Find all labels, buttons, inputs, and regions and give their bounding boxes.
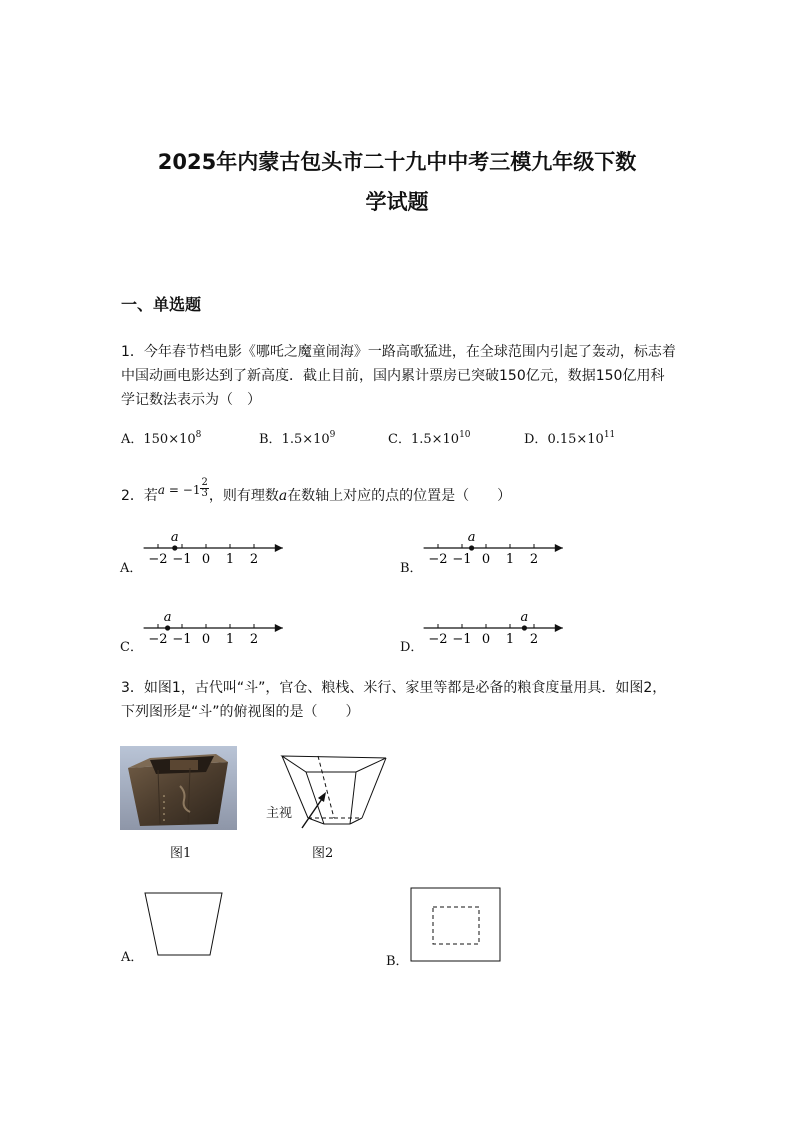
tick-label: −2 [428,632,448,647]
tick-label: 0 [481,632,491,647]
tick-label: −1 [452,632,472,647]
option-letter: D． [400,640,424,655]
option-mantissa: 1.5×10 [410,432,460,447]
number-line [144,530,314,570]
title-line-1: 2025年内蒙古包头市二十九中中考三模九年级下数 [157,150,637,174]
option-mantissa: 150×10 [143,432,196,447]
q3-option-b-letter[interactable]: B． [386,954,409,969]
tick-label: 2 [529,632,539,647]
option-mantissa: 1.5×10 [281,432,330,447]
tick-label: 0 [481,552,491,567]
tick-label: 2 [249,552,259,567]
q2-option-b[interactable] [400,530,580,580]
tick-label: 2 [529,552,539,567]
q2-variable-2: a [278,488,288,504]
page-title [100,142,694,222]
number-line [424,610,594,650]
q1-option-d[interactable] [524,428,615,447]
front-view-label: 主视 [266,806,293,821]
tick-label: −1 [452,552,472,567]
option-letter: A． [121,432,144,447]
point-label: a [467,530,476,545]
tick-label: 1 [505,552,515,567]
section-heading: 一、单选题 [121,295,202,314]
point-marker [172,545,177,550]
tick-label: −1 [172,632,192,647]
point-label: a [170,530,179,545]
q2-middle: ，则有理数 [208,488,279,504]
arrow-icon [555,544,563,552]
figure-1-photo [120,746,237,830]
question-3-text: 3．如图1，古代叫“斗”，官仓、粮栈、米行、家里等都是必备的粮食度量用具．如图2，下列图形是“斗”的俯视图的是（ ） [121,680,667,720]
q2-variable: a [157,483,166,497]
q2-suffix: 在数轴上对应的点的位置是（ ） [287,488,512,504]
question-1-text: 1．今年春节档电影《哪吒之魔童闹海》一路高歌猛进，在全球范围内引起了轰动，标志着中国动画电影达到了新高度．截止目前，国内累计票房已突破150亿元，数据150亿用科学记数法表示为（ ） [121,344,676,408]
number-line [424,530,594,570]
tick-label: 1 [505,632,515,647]
q1-option-a[interactable] [121,428,201,447]
arrow-icon [275,624,283,632]
option-letter: D． [524,432,548,447]
tick-label: 0 [201,552,211,567]
point-marker [469,545,474,550]
arrow-icon [555,624,563,632]
arrow-icon [275,544,283,552]
point-marker [165,625,170,630]
option-letter: B． [259,432,282,447]
point-marker [522,625,527,630]
tick-label: 1 [225,632,235,647]
tick-label: −2 [428,552,448,567]
tick-label: 2 [249,632,259,647]
tick-label: 0 [201,632,211,647]
option-exponent: 9 [329,430,336,440]
q2-option-a[interactable] [120,530,300,580]
option-mantissa: 0.15×10 [547,432,604,447]
tick-label: −2 [148,552,168,567]
point-label: a [163,610,172,625]
tick-label: 1 [225,552,235,567]
figure-1-caption: 图1 [170,846,192,861]
option-exponent: 8 [195,430,202,440]
fraction-numerator: 2 [201,477,208,488]
q1-option-b[interactable] [259,428,335,447]
point-label: a [520,610,529,625]
q2-option-c[interactable] [120,610,300,660]
question-2-text [121,478,677,508]
number-line [144,610,314,650]
option-exponent: 11 [603,430,616,440]
q2-prefix: 2．若 [121,488,158,504]
q2-equation: = −1 [165,483,201,497]
figure-2-caption: 图2 [312,846,334,861]
option-letter: C． [120,640,143,655]
q3-option-a-figure[interactable] [144,891,224,957]
tick-label: −2 [148,632,168,647]
option-exponent: 10 [459,430,471,440]
title-line-2: 学试题 [365,190,429,214]
q1-option-c[interactable] [388,428,471,447]
option-letter: A． [120,561,143,576]
q3-option-b-figure[interactable] [410,887,502,963]
q2-fraction [200,478,208,499]
option-letter: C． [388,432,411,447]
option-letter: B． [400,561,423,576]
q2-option-d[interactable] [400,610,580,660]
tick-label: −1 [172,552,192,567]
fraction-denominator: 3 [201,488,208,499]
q3-option-a-letter[interactable]: A． [121,950,144,965]
